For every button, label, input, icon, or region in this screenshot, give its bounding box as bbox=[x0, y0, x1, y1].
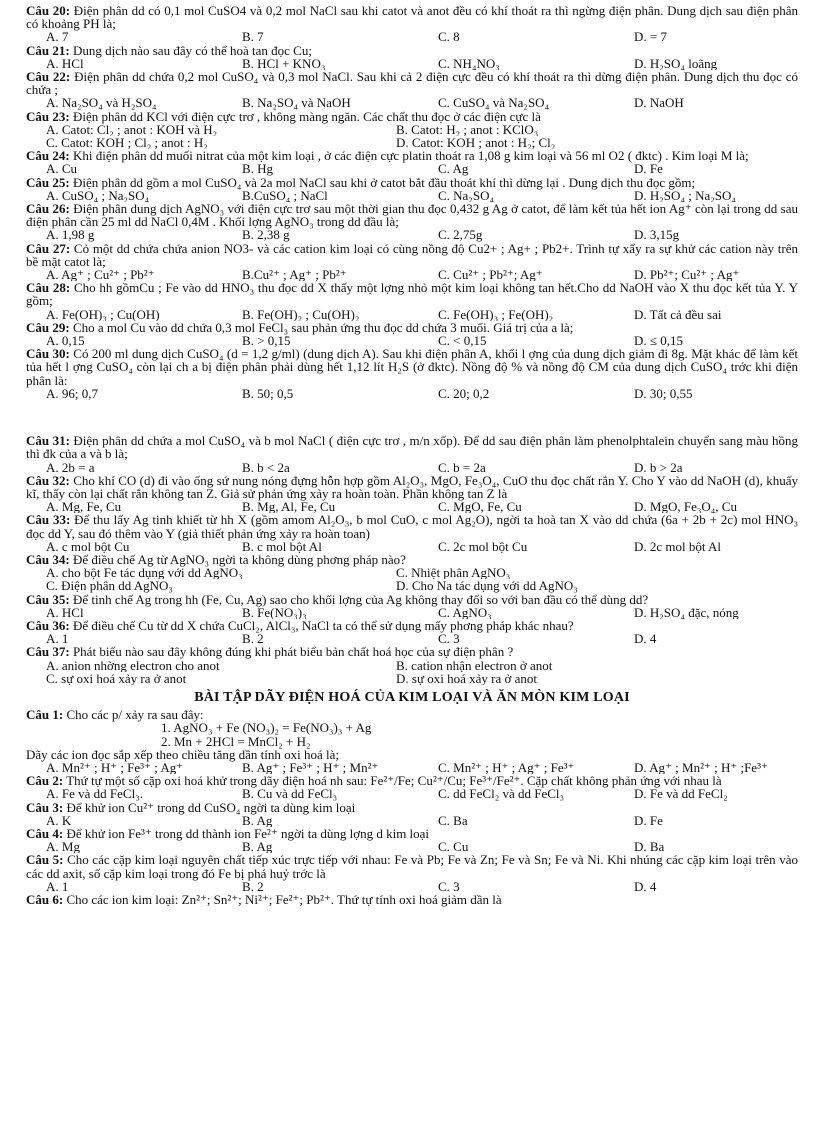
question-text bbox=[26, 801, 798, 814]
answer-option: C. < 0,15 bbox=[438, 334, 487, 348]
question bbox=[26, 708, 798, 774]
question bbox=[26, 347, 798, 400]
question-text bbox=[26, 827, 798, 840]
question-stem: Để điều chế Cu từ dd X chứa CuCl₂, AlCl₃, NaCl ta có thể sử dụng mấy phơng pháp khác nhau? bbox=[72, 617, 574, 633]
question-label: Câu 3: bbox=[26, 799, 64, 815]
question-stem: Điện phân dd chứa 0,2 mol CuSO₄ và 0,3 mol NaCl. Sau khi cả 2 điện cực đều có khí thoát ra thì dừng điện phân. Dung dịch thu đọc có chứa ; bbox=[26, 69, 799, 98]
question bbox=[26, 853, 798, 893]
question-text bbox=[26, 893, 798, 906]
answer-option: C. Mn²⁺ ; H⁺ ; Ag⁺ ; Fe³⁺ bbox=[438, 760, 575, 775]
answer-option: D. H₂SO₄ loãng bbox=[634, 56, 718, 71]
question-stem: Để tinh chế Ag trong hh (Fe, Cu, Ag) sao cho khối lợng của Ag không thay đổi so với ban đầu có thể dùng dd? bbox=[72, 591, 649, 607]
answer-option: A. HCl bbox=[46, 605, 84, 619]
answer-option: A. 7 bbox=[46, 30, 69, 44]
question-stem: Điện phân dd chứa a mol CuSO₄ và b mol NaCl ( điện cực trơ , m/n xốp). Để dd sau điện phân làm phenolphtalein chuyển sang màu hồng thì đk của a và b là; bbox=[26, 433, 799, 462]
question-block-electrochemical-series bbox=[26, 708, 798, 906]
answer-option: B. Ag bbox=[242, 813, 273, 827]
answer-options bbox=[26, 566, 798, 592]
answer-option: D. NaOH bbox=[634, 96, 684, 110]
section-title: BÀI TẬP DÃY ĐIỆN HOÁ CỦA KIM LOẠI VÀ ĂN MÒN KIM LOẠI bbox=[194, 689, 630, 705]
question-stem: Điện phân dd gồm a mol CuSO₄ và 2a mol NaCl sau khi ở catot bắt đầu thoát khí thì dừng lại . Dung dịch thu đọc gồm; bbox=[72, 174, 696, 190]
answer-option: A. Na₂SO₄ và H₂SO₄ bbox=[46, 96, 157, 110]
answer-option: A. c mol bột Cu bbox=[46, 539, 130, 553]
answer-option: A. 2b = a bbox=[46, 460, 95, 474]
answer-option: A. 0,15 bbox=[46, 334, 85, 348]
question bbox=[26, 645, 798, 685]
question-text bbox=[26, 70, 798, 96]
answer-option: A. anion nhờng electron cho anot bbox=[46, 658, 220, 672]
question-stem: Phát biểu nào sau đây không đúng khi phát biểu bản chất hoá học của sự điện phân ? bbox=[72, 644, 514, 660]
answer-option: B.CuSO₄ ; NaCl bbox=[242, 188, 328, 203]
page-gap bbox=[26, 400, 798, 434]
question bbox=[26, 281, 798, 321]
question-label: Câu 5: bbox=[26, 852, 64, 868]
question-label: Câu 25: bbox=[26, 174, 70, 190]
question-stem: Cho các ion kim loại: Zn²⁺; Sn²⁺; Ni²⁺; Fe²⁺; Pb²⁺. Thứ tự tính oxi hoá giảm dần là bbox=[66, 892, 502, 907]
answer-option: B. Ag bbox=[242, 840, 273, 854]
answer-option: C. Điện phân dd AgNO₃ bbox=[46, 579, 173, 593]
answer-option: C. Cu bbox=[438, 840, 469, 854]
answer-option: B. Fe(NO₃)₃ bbox=[242, 605, 307, 619]
answer-option: B. c mol bột Al bbox=[242, 539, 322, 553]
answer-options bbox=[26, 387, 798, 400]
question-stem: Dung dịch nào sau đây có thể hoà tan đọc Cu; bbox=[72, 42, 312, 58]
answer-option: B. Na₂SO₄ và NaOH bbox=[242, 96, 351, 110]
question bbox=[26, 110, 798, 150]
answer-option: B. Mg, Al, Fe, Cu bbox=[242, 500, 336, 514]
question-text bbox=[26, 4, 798, 30]
answer-option: D. Tất cả đều sai bbox=[634, 307, 722, 321]
answer-option: D. Fe bbox=[634, 162, 663, 176]
answer-option: B. Catot: H₂ ; anot : KClO₃ bbox=[396, 122, 539, 137]
question-text bbox=[26, 593, 798, 606]
answer-option: A. Fe(OH)₃ ; Cu(OH) bbox=[46, 307, 160, 321]
answer-option: C. sự oxi hoá xảy ra ở anot bbox=[46, 671, 187, 685]
question-stem: Để khử ion Cu²⁺ trong dd CuSO₄ ngời ta dùng kim loại bbox=[66, 799, 356, 815]
answer-option: B. 50; 0,5 bbox=[242, 386, 294, 401]
question-text bbox=[26, 619, 798, 632]
question-text bbox=[26, 44, 798, 57]
answer-option: D. = 7 bbox=[634, 30, 667, 44]
question-text bbox=[26, 708, 798, 721]
question-label: Câu 21: bbox=[26, 42, 70, 58]
answer-option: B. 2,38 g bbox=[242, 228, 290, 242]
answer-option: A. Mg bbox=[46, 840, 80, 854]
answer-option: C. Catot: KOH ; Cl₂ ; anot : H₂ bbox=[46, 136, 208, 150]
answer-option: B. Fe(OH)₂ ; Cu(OH)₂ bbox=[242, 307, 360, 321]
question-text bbox=[26, 645, 798, 658]
answer-option: C. 20; 0,2 bbox=[438, 386, 490, 401]
question-label: Câu 1: bbox=[26, 707, 64, 723]
question bbox=[26, 593, 798, 619]
question-label: Câu 29: bbox=[26, 319, 70, 335]
answer-option: D. Pb²⁺; Cu²⁺ ; Ag⁺ bbox=[634, 268, 740, 282]
question bbox=[26, 434, 798, 474]
answer-option: D. H₂SO₄ đặc, nóng bbox=[634, 605, 739, 619]
question-stem: Cho các p/ xảy ra sau đây: bbox=[66, 707, 204, 723]
question bbox=[26, 44, 798, 70]
answer-options bbox=[26, 123, 798, 149]
answer-option: D. MgO, Fe₃O₄, Cu bbox=[634, 500, 737, 514]
answer-option: A. Fe và dd FeCl₃. bbox=[46, 787, 143, 801]
reaction-equation: 1. AgNO₃ + Fe (NO₃)₂ = Fe(NO₃)₃ + Ag bbox=[161, 720, 372, 736]
question bbox=[26, 774, 798, 800]
answer-option: C. Ba bbox=[438, 813, 468, 827]
question-text bbox=[26, 202, 798, 228]
question-text bbox=[26, 853, 798, 879]
question-label: Câu 35: bbox=[26, 591, 70, 607]
question-text bbox=[26, 553, 798, 566]
answer-option: A. 1 bbox=[46, 632, 69, 646]
answer-option: A. 1,98 g bbox=[46, 228, 95, 242]
answer-option: A. Cu bbox=[46, 162, 78, 176]
answer-option: C. Nhiệt phân AgNO₃ bbox=[396, 566, 511, 580]
question-block-electrolysis-1 bbox=[26, 4, 798, 400]
answer-option: C. 3 bbox=[438, 879, 460, 893]
answer-option: B. 7 bbox=[242, 30, 264, 44]
answer-option: D. Ba bbox=[634, 840, 665, 854]
answer-option: D. H₂SO₄ ; Na₂SO₄ bbox=[634, 188, 736, 203]
answer-option: C. 2,75g bbox=[438, 228, 483, 242]
answer-option: D. 2c mol bột Al bbox=[634, 539, 722, 553]
answer-option: B. > 0,15 bbox=[242, 334, 291, 348]
answer-option: A. 96; 0,7 bbox=[46, 386, 98, 401]
answer-option: C. Cu²⁺ ; Pb²⁺; Ag⁺ bbox=[438, 268, 543, 282]
question-stem: Cỏ một dd chứa chứa anion NO3- và các cation kim loại có cùng nồng độ Cu2+ ; Ag+ ; Pb2+. Trình tự xẩy ra sự khử các cation này trên bề mặt catot là; bbox=[26, 240, 798, 269]
answer-option: C. Fe(OH)₃ ; Fe(OH)₂ bbox=[438, 307, 554, 321]
reaction-equation: 2. Mn + 2HCl = MnCl₂ + H₂ bbox=[161, 733, 311, 749]
question bbox=[26, 893, 798, 906]
answer-option: C. AgNO₃ bbox=[438, 605, 492, 619]
answer-option: B. HCl + KNO₃ bbox=[242, 56, 326, 71]
answer-option: C. MgO, Fe, Cu bbox=[438, 500, 522, 514]
answer-option: D. Fe bbox=[634, 813, 663, 827]
answer-option: A. Mg, Fe, Cu bbox=[46, 500, 122, 514]
answer-option: A. Mn²⁺ ; H⁺ ; Fe³⁺ ; Ag⁺ bbox=[46, 760, 184, 775]
question-label: Câu 27: bbox=[26, 240, 71, 256]
question-stem-continued: Dãy các ion đọc sắp xếp theo chiều tăng dần tính oxi hoá là; bbox=[26, 746, 339, 762]
answer-option: D. b > 2a bbox=[634, 460, 683, 474]
question-text bbox=[26, 434, 798, 460]
question bbox=[26, 176, 798, 202]
answer-option: D. 3,15g bbox=[634, 228, 680, 242]
question-stem: Cho các cặp kim loại nguyên chất tiếp xúc trực tiếp với nhau: Fe và Pb; Fe và Zn; Fe và Sn; Fe và Ni. Khi nhúng các cặp kim loại trên vào các dd axit, số cặp kim loại trong đó Fe bị phá huỷ trớc là bbox=[26, 852, 799, 881]
question-stem: Thứ tự một số cặp oxi hoá khử trong dãy điện hoá nh sau: Fe²⁺/Fe; Cu²⁺/Cu; Fe³⁺/Fe²⁺. Cặp chất không phản ứng với nhau là bbox=[66, 773, 722, 789]
answer-option: B. 2 bbox=[242, 632, 264, 646]
question-stem: Cho a mol Cu vào dd chứa 0,3 mol FeCl₃ sau phản ứng thu đọc dd chứa 3 muối. Giá trị của a là; bbox=[72, 319, 574, 335]
question bbox=[26, 4, 798, 44]
question-stem: Để điều chế Ag từ AgNO₃ ngời ta không dùng phơng pháp nào? bbox=[72, 551, 406, 567]
question-block-electrolysis-2 bbox=[26, 434, 798, 685]
question-text bbox=[26, 774, 798, 787]
answer-option: D. Cho Na tác dụng với dd AgNO₃ bbox=[396, 579, 578, 593]
question-label: Câu 34: bbox=[26, 551, 70, 567]
question-stem: Điện phân dd có 0,1 mol CuSO4 và 0,2 mol NaCl sau khi catot và anot đều có khí thoát ra thì ngừng điện phân. Dung dịch sau điện phân có khoảng PH là; bbox=[26, 3, 799, 32]
answer-option: D. 30; 0,55 bbox=[634, 386, 693, 401]
question-label: Câu 33: bbox=[26, 512, 71, 528]
question-label: Câu 4: bbox=[26, 825, 64, 841]
question bbox=[26, 827, 798, 853]
answer-option: C. Na₂SO₄ bbox=[438, 188, 495, 203]
question-stem: Cho hh gồmCu ; Fe vào dd HNO₃ thu đọc dd X thấy một lợng nhỏ một kim loại không tan hết.Cho dd NaOH vào X thu đọc kết tủa Y. Y gồm; bbox=[26, 280, 798, 309]
question bbox=[26, 149, 798, 175]
answer-option: D. Fe và dd FeCl₂ bbox=[634, 787, 728, 801]
question-stem: Điện phân dung dịch AgNO₃ với điện cực trơ sau một thời gian thu đọc 0,432 g Ag ở catot, để làm kết tủa hết ion Ag⁺ còn lại trong dd sau điện phân cần 25 ml dd NaCl 0,4M . Khối lợng AgNO₃ trong dd đầu là; bbox=[26, 201, 799, 230]
answer-option: D. 4 bbox=[634, 879, 657, 893]
answer-option: B.Cu²⁺ ; Ag⁺ ; Pb²⁺ bbox=[242, 268, 347, 282]
question bbox=[26, 801, 798, 827]
answer-option: D. ≤ 0,15 bbox=[634, 334, 684, 348]
question bbox=[26, 513, 798, 553]
question bbox=[26, 70, 798, 110]
question-stem: Điện phân dd KCl với điện cực trơ , không màng ngăn. Các chất thu đọc ở các điện cực là bbox=[72, 108, 541, 124]
question-label: Câu 36: bbox=[26, 617, 70, 633]
answer-options bbox=[26, 659, 798, 685]
answer-option: C. 8 bbox=[438, 30, 460, 44]
answer-option: C. dd FeCl₂ và dd FeCl₃ bbox=[438, 787, 565, 801]
question-text bbox=[26, 281, 798, 307]
question bbox=[26, 474, 798, 514]
question bbox=[26, 202, 798, 242]
question bbox=[26, 553, 798, 593]
question-text bbox=[26, 513, 798, 539]
question-text bbox=[26, 242, 798, 268]
answer-option: B. Cu và dd FeCl₃ bbox=[242, 787, 338, 801]
answer-option: D. sự oxi hoá xảy ra ở anot bbox=[396, 671, 538, 685]
question bbox=[26, 242, 798, 282]
answer-option: A. Ag⁺ ; Cu²⁺ ; Pb²⁺ bbox=[46, 268, 155, 282]
answer-option: A. Catot: Cl₂ ; anot : KOH và H₂ bbox=[46, 122, 218, 137]
answer-option: A. CuSO₄ ; Na₂SO₄ bbox=[46, 188, 150, 203]
question-label: Câu 32: bbox=[26, 472, 70, 488]
answer-option: C. 3 bbox=[438, 632, 460, 646]
question-text bbox=[26, 474, 798, 500]
question-label: Câu 31: bbox=[26, 433, 70, 449]
answer-option: A. HCl bbox=[46, 56, 84, 71]
question-label: Câu 2: bbox=[26, 773, 64, 789]
question-label: Câu 26: bbox=[26, 201, 70, 217]
question-stem: Khi điện phân dd muối nitrat của một kim loại , ở các điện cực platin thoát ra 1,08 g kim loại và 56 ml O2 ( đktc) . Kim loại M là; bbox=[72, 148, 749, 164]
answer-option: B. 2 bbox=[242, 879, 264, 893]
question-stem: Có 200 ml dung dịch CuSO₄ (d = 1,2 g/ml) (dung dịch A). Sau khi điện phân A, khối l ợng của dung dịch giảm đi 8g. Mặt khác để làm kết tủa hết l ợng CuSO₄ còn lại ch a bị điện phân phải dùng hết 1,12 lít H₂S (ở đktc). Nồng độ % và nồng độ CM của dung dịch CuSO₄ trớc khi điện phân là: bbox=[26, 346, 799, 388]
document-page bbox=[26, 4, 798, 906]
answer-option: D. 4 bbox=[634, 632, 657, 646]
question bbox=[26, 619, 798, 645]
question-label: Câu 20: bbox=[26, 3, 71, 18]
answer-option: C. Ag bbox=[438, 162, 469, 176]
question-label: Câu 23: bbox=[26, 108, 70, 124]
question-text bbox=[26, 149, 798, 162]
question-stem: Để thu lấy Ag tinh khiết từ hh X (gồm amom Al₂O₃, b mol CuO, c mol Ag₂O), ngời ta hoà tan X vào dd chứa (6a + 2b + 2c) mol HNO₃ đọc dd Y, sau đó thêm vào Y (giả thiết phản ứng xảy ra hoàn toan) bbox=[26, 512, 799, 541]
question-stem: Cho khí CO (d) đi vào ống sứ nung nóng đựng hỗn hợp gồm Al₂O₃, MgO, Fe₃O₄, CuO thu đọc chất rắn Y. Cho Y vào dd NaOH (d), khuấy kĩ, thấy còn lại chất rắn không tan Z. Giả sử phản ứng xảy ra hoàn toàn. Phần không tan Z là bbox=[26, 472, 798, 501]
question bbox=[26, 321, 798, 347]
question-label: Câu 30: bbox=[26, 346, 70, 362]
question-label: Câu 6: bbox=[26, 892, 64, 907]
answer-option: B. Hg bbox=[242, 162, 274, 176]
question-text bbox=[26, 347, 798, 387]
answer-option: C. NH₄NO₃ bbox=[438, 56, 500, 71]
answer-option: B. cation nhận electron ở anot bbox=[396, 658, 553, 672]
question-text bbox=[26, 110, 798, 123]
answer-option: C. b = 2a bbox=[438, 460, 486, 474]
question-label: Câu 22: bbox=[26, 69, 71, 85]
question-label: Câu 24: bbox=[26, 148, 70, 164]
answer-option: A. cho bột Fe tác dụng với dd AgNO₃ bbox=[46, 566, 243, 580]
answer-option: C. CuSO₄ và Na₂SO₄ bbox=[438, 96, 550, 110]
answer-option: B. Ag⁺ ; Fe³⁺ ; H⁺ ; Mn²⁺ bbox=[242, 760, 379, 775]
answer-option: D. Ag⁺ ; Mn²⁺ ; H⁺ ;Fe³⁺ bbox=[634, 760, 768, 775]
question-stem: Để khử ion Fe³⁺ trong dd thành ion Fe²⁺ ngời ta dùng lợng d kim loại bbox=[66, 825, 430, 841]
answer-option: A. K bbox=[46, 813, 72, 827]
question-label: Câu 37: bbox=[26, 644, 70, 660]
question-text bbox=[26, 321, 798, 334]
question-text bbox=[26, 176, 798, 189]
answer-option: D. Catot: KOH ; anot : H₂; Cl₂ bbox=[396, 136, 556, 150]
answer-option: C. 2c mol bột Cu bbox=[438, 539, 528, 553]
answer-option: B. b < 2a bbox=[242, 460, 290, 474]
question-label: Câu 28: bbox=[26, 280, 71, 296]
answer-option: A. 1 bbox=[46, 879, 69, 893]
